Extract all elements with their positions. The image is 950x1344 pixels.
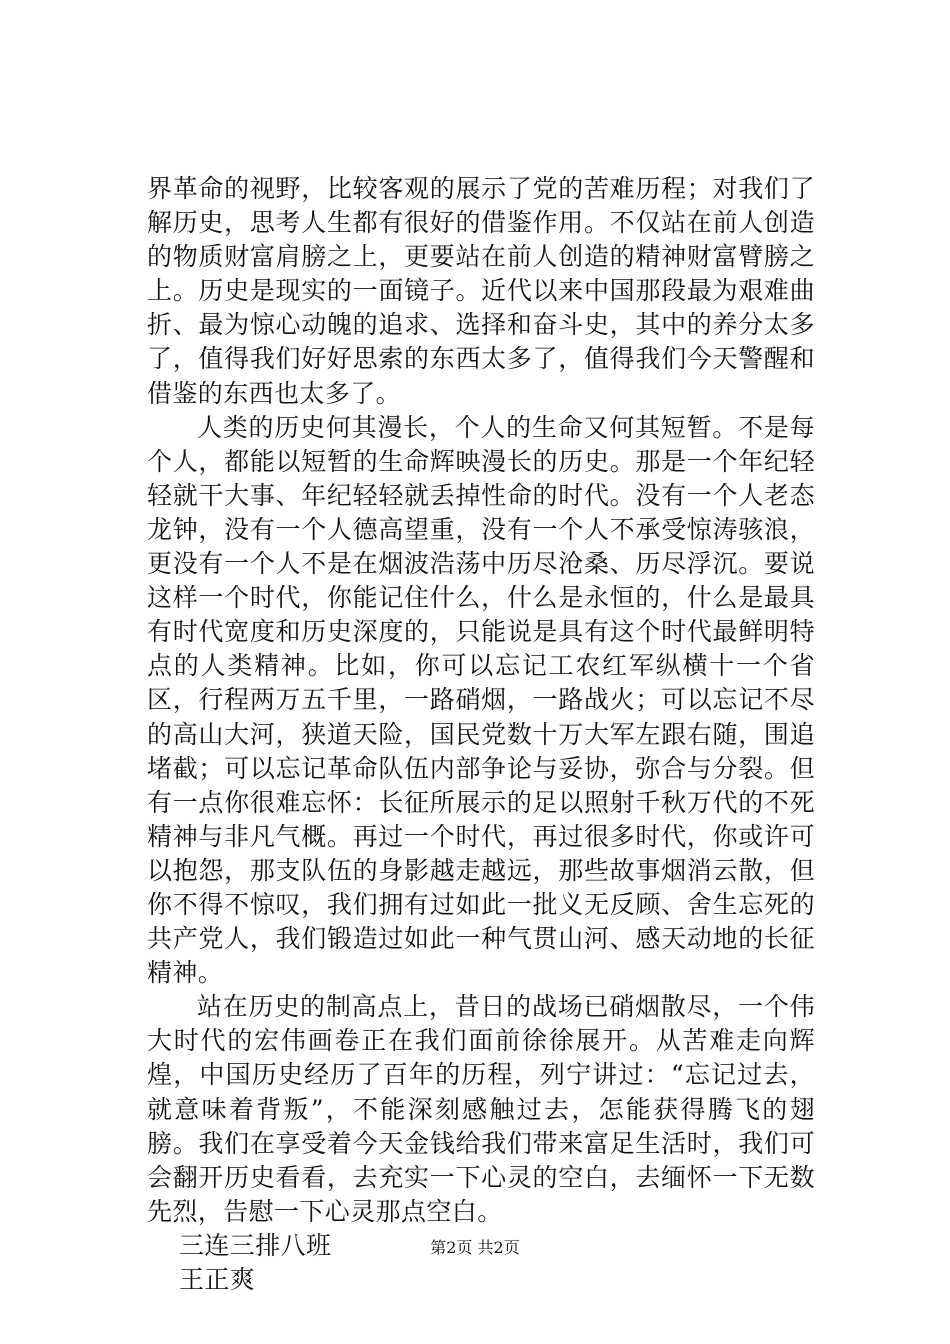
signature-name: 王正爽	[179, 1265, 256, 1294]
document-body	[147, 172, 815, 1297]
signature-unit: 三连三排八班	[179, 1230, 332, 1260]
paragraph-continuation: 界革命的视野，比较客观的展示了党的苦难历程；对我们了解历史，思考人生都有很好的借鉴作用。不仅站在前人创造的物质财富肩膀之上，更要站在前人创造的精神财富臂膀之上。历史是现实的一面镜子。近代以来中国那段最为艰难曲折、最为惊心动魄的追求、选择和奋斗史，其中的养分太多了，值得我们好好思索的东西太多了，值得我们今天警醒和借鉴的东西也太多了。	[147, 174, 815, 408]
paragraph-history-spirit: 人类的历史何其漫长，个人的生命又何其短暂。不是每个人，都能以短暂的生命辉映漫长的历史。那是一个年纪轻轻就干大事、年纪轻轻就丢掉性命的时代。没有一个人老态龙钟，没有一个人德高望重，没有一个人不承受惊涛骇浪，更没有一个人不是在烟波浩荡中历尽沧桑、历尽浮沉。要说这样一个时代，你能记住什么，什么是永恒的，什么是最具有时代宽度和历史深度的，只能说是具有这个时代最鲜明特点的人类精神。比如，你可以忘记工农红军纵横十一个省区，行程两万五千里，一路硝烟，一路战火；可以忘记不尽的高山大河，狭道天险，国民党数十万大军左跟右随，围追堵截；可以忘记革命队伍内部争论与妥协，弥合与分裂。但有一点你很难忘怀：长征所展示的足以照射千秋万代的不死精神与非凡气概。再过一个时代，再过很多时代，你或许可以抱怨，那支队伍的身影越走越远，那些故事烟消云散，但你不得不惊叹，我们拥有过如此一批义无反顾、舍生忘死的共产党人，我们锻造过如此一种气贯山河、感天动地的长征精神。	[147, 412, 815, 988]
page-number-footer: 第2页 共2页	[430, 1238, 520, 1257]
paragraph-conclusion: 站在历史的制高点上，昔日的战场已硝烟散尽，一个伟大时代的宏伟画卷正在我们面前徐徐展开。从苦难走向辉煌，中国历史经历了百年的历程，列宁讲过：“忘记过去，就意味着背叛”，不能深刻感触过去，怎能获得腾飞的翅膀。我们在享受着今天金钱给我们带来富足生活时，我们可会翻开历史看看，去充实一下心灵的空白，去缅怀一下无数先烈，告慰一下心灵那点空白。	[147, 992, 815, 1226]
